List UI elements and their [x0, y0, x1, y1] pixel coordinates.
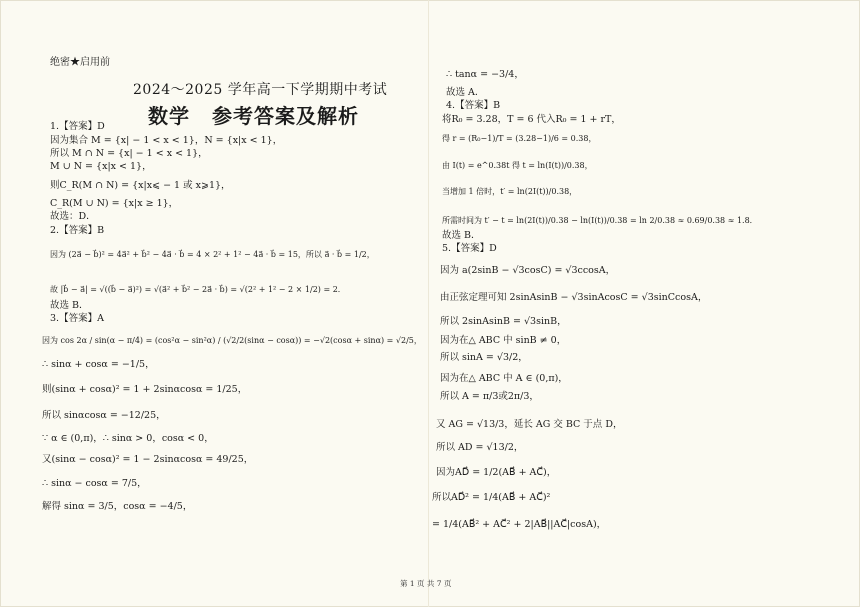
solution-line: 因为AD⃗ = 1/2(AB⃗ + AC⃗)， [436, 467, 557, 478]
solution-line: 所以 M ∩ N = {x| − 1 < x < 1}， [50, 148, 208, 159]
exam-title: 2024～2025 学年高一下学期期中考试 [133, 82, 388, 98]
solution-line: ∴ sinα + cosα = −1/5， [42, 359, 155, 370]
solution-line: 则(sinα + cosα)² = 1 + 2sinαcosα = 1/25， [42, 384, 248, 395]
subject-title: 数学 [148, 104, 190, 128]
doc-title: 参考答案及解析 [212, 104, 359, 128]
solution-line: 所以AD⃗² = 1/4(AB⃗ + AC⃗)² [432, 492, 551, 503]
solution-line: 因为在△ ABC 中 sinB ≠ 0， [440, 335, 567, 346]
solution-line: 因为 a(2sinB − √3cosC) = √3ccosA， [440, 265, 616, 276]
solution-line: 所以 sinA = √3/2， [440, 352, 528, 363]
solution-line: 又(sinα − cosα)² = 1 − 2sinαcosα = 49/25， [42, 454, 254, 465]
solution-line: 所以 A = π/3或2π/3， [440, 391, 539, 402]
answer-heading: 4.【答案】B [446, 100, 501, 111]
solution-line: 所以 sinαcosα = −12/25， [42, 410, 166, 421]
answer-heading: 2.【答案】B [50, 225, 105, 236]
answer-heading: 3.【答案】A [50, 313, 104, 324]
solution-line: 所以 2sinAsinB = √3sinB， [440, 316, 567, 327]
solution-line: 将R₀ = 3.28，T = 6 代入R₀ = 1 + rT， [442, 114, 621, 125]
solution-line: 因为 (2a⃗ − b⃗)² = 4a⃗² + b⃗² − 4a⃗ · b⃗ = 4 × 2² + 1² − 4a⃗ · b⃗ = 15，所以 a⃗ · b⃗ = 1/2， [50, 250, 375, 259]
solution-line: 因为 cos 2α / sin(α − π/4) = (cos²α − sin²α) / (√2/2(sinα − cosα)) = −√2(cosα + sinα) = √2/5， [42, 336, 422, 345]
solution-line: 故 |b⃗ − a⃗| = √((b⃗ − a⃗)²) = √(a⃗² + b⃗² − 2a⃗ · b⃗) = √(2² + 1² − 2 × 1/2) = 2． [50, 285, 346, 294]
solution-line: 由正弦定理可知 2sinAsinB − √3sinAcosC = √3sinCcosA， [440, 292, 708, 303]
solution-line: 故选 A． [446, 87, 485, 98]
solution-line: 由 I(t) = e^0.38t 得 t = ln(I(t))/0.38， [442, 161, 593, 170]
classified-label: 绝密★启用前 [50, 57, 110, 68]
main-title [148, 100, 381, 129]
solution-line: M ∪ N = {x|x < 1}， [50, 161, 152, 172]
page-fold-line [428, 0, 429, 607]
solution-line: 解得 sinα = 3/5，cosα = −4/5， [42, 501, 193, 512]
answer-heading: 5.【答案】D [442, 243, 497, 254]
solution-line: 故选：D． [50, 211, 96, 222]
solution-line: 则C_R(M ∩ N) = {x|x⩽ − 1 或 x⩾1}， [50, 180, 231, 191]
answer-heading: 1.【答案】D [50, 121, 105, 132]
solution-line: 故选 B． [50, 300, 89, 311]
solution-line: ∵ α ∈ (0,π)，∴ sinα > 0，cosα < 0， [42, 433, 214, 444]
solution-line: 因为集合 M = {x| − 1 < x < 1}，N = {x|x < 1}， [50, 135, 283, 146]
solution-line: 故选 B． [442, 230, 481, 241]
solution-line: 又 AG = √13/3，延长 AG 交 BC 于点 D， [436, 419, 623, 430]
solution-line: 所以 AD = √13/2， [436, 442, 524, 453]
solution-line: ∴ tanα = −3/4， [446, 69, 524, 80]
solution-line: C_R(M ∪ N) = {x|x ≥ 1}， [50, 198, 179, 209]
solution-line: 所需时间为 t′ − t = ln(2I(t))/0.38 − ln(I(t))/0.38 = ln 2/0.38 ≈ 0.69/0.38 ≈ 1.8． [442, 216, 758, 225]
page-number: 第 1 页 共 7 页 [400, 579, 452, 588]
solution-line: 得 r = (R₀−1)/T = (3.28−1)/6 = 0.38， [442, 134, 597, 143]
solution-line: 因为在△ ABC 中 A ∈ (0,π)， [440, 373, 568, 384]
solution-line: ∴ sinα − cosα = 7/5， [42, 478, 147, 489]
solution-line: = 1/4(AB⃗² + AC⃗² + 2|AB⃗||AC⃗|cosA)， [432, 519, 607, 530]
solution-line: 当增加 1 倍时，t′ = ln(2I(t))/0.38， [442, 187, 578, 196]
